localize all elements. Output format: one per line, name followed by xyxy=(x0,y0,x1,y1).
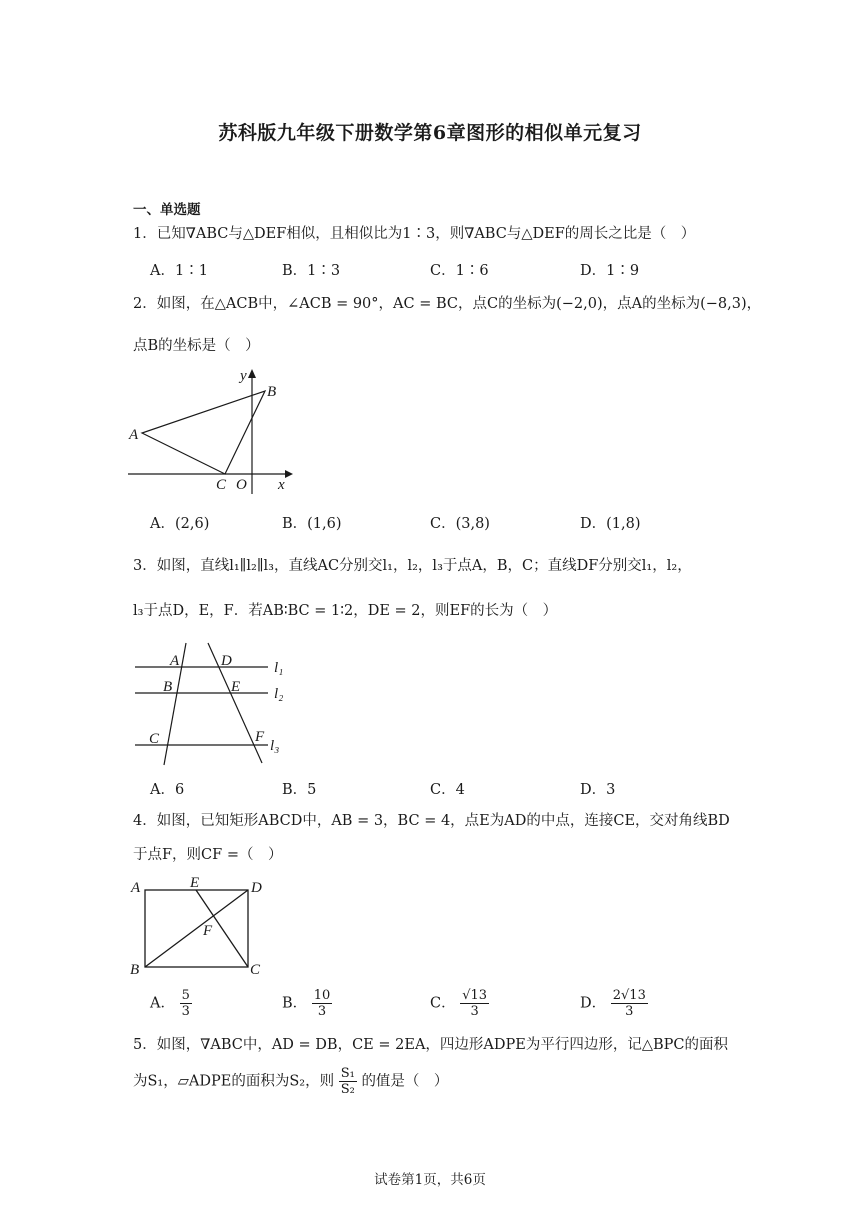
fraction-denominator: S₂ xyxy=(340,1082,355,1097)
label-b: B xyxy=(130,962,140,978)
question-4-line-2: 于点F，则CF =（ ） xyxy=(133,847,283,863)
question-1-text: 1．已知∇ABC与△DEF相似，且相似比为1∶3，则∇ABC与△DEF的周长之比是（ ） xyxy=(133,226,696,242)
label-f: F xyxy=(203,923,213,939)
q3-parallel-lines-figure xyxy=(130,640,290,766)
diagonal-bd xyxy=(145,890,248,967)
fraction-numerator: 5 xyxy=(181,988,190,1003)
label-d: D xyxy=(221,653,232,669)
label-e: E xyxy=(190,875,200,891)
q3-option-c[interactable]: C．4 xyxy=(430,782,465,798)
q4-option-a[interactable] xyxy=(150,988,192,1019)
label-l1: l₁ xyxy=(274,660,284,676)
q3-option-d[interactable]: D．3 xyxy=(580,782,616,798)
label-l3: l₃ xyxy=(270,738,280,754)
label-l2: l₂ xyxy=(274,686,284,702)
q2-option-b[interactable]: B．(1,6) xyxy=(282,516,342,532)
question-2-line-2: 点B的坐标是（ ） xyxy=(133,338,260,354)
label-c: C xyxy=(250,962,261,978)
q4-option-a-fraction xyxy=(180,988,192,1019)
label-b: B xyxy=(267,384,277,400)
q4-option-a-letter: A． xyxy=(150,995,175,1012)
fraction-denominator: 3 xyxy=(470,1004,479,1019)
q4-option-d-letter: D． xyxy=(580,995,607,1012)
fraction-numerator: S₁ xyxy=(340,1066,355,1081)
q3-option-b[interactable]: B．5 xyxy=(282,782,317,798)
q2-option-a[interactable]: A．(2,6) xyxy=(150,516,210,532)
fraction-numerator: 10 xyxy=(313,988,331,1003)
page-footer: 试卷第1页，共6页 xyxy=(374,1172,486,1188)
q4-rectangle-figure xyxy=(128,872,273,980)
question-2-line-1: 2．如图，在△ACB中，∠ACB = 90°，AC = BC，点C的坐标为(−2,0)，点A的坐标为(−8,3)， xyxy=(133,296,762,312)
label-a: A xyxy=(170,653,180,669)
label-e: E xyxy=(231,679,241,695)
triangle-acb xyxy=(142,391,265,474)
q1-option-a[interactable]: A．1∶1 xyxy=(150,263,208,279)
question-3-line-2: l₃于点D，E，F．若AB∶BC = 1∶2，DE = 2，则EF的长为（ ） xyxy=(133,603,558,619)
label-a: A xyxy=(131,880,141,896)
fraction-numerator: 2√13 xyxy=(612,988,646,1003)
question-5-line-1: 5．如图，∇ABC中，AD = DB，CE = 2EA，四边形ADPE为平行四边形，记△BPC的面积 xyxy=(133,1037,729,1053)
page-title: 苏科版九年级下册数学第6章图形的相似单元复习 xyxy=(218,122,642,144)
label-c: C xyxy=(216,477,227,493)
q5-line-2-suffix: 的值是（ ） xyxy=(361,1073,449,1090)
label-y: y xyxy=(240,368,247,384)
q4-option-b[interactable] xyxy=(282,988,332,1019)
label-c: C xyxy=(149,731,160,747)
label-o: O xyxy=(236,477,247,493)
fraction-denominator: 3 xyxy=(317,1004,327,1019)
question-3-line-1: 3．如图，直线l₁∥l₂∥l₃，直线AC分别交l₁，l₂，l₃于点A，B，C；直线DF分别交l₁，l₂， xyxy=(133,558,692,574)
q1-option-c[interactable]: C．1∶6 xyxy=(430,263,489,279)
label-b: B xyxy=(163,679,173,695)
q5-fraction xyxy=(339,1066,357,1097)
q4-option-c-letter: C． xyxy=(430,995,456,1012)
q4-option-d[interactable] xyxy=(580,988,648,1019)
q2-coordinate-figure xyxy=(125,364,300,496)
q4-option-c[interactable] xyxy=(430,988,489,1019)
fraction-denominator: 3 xyxy=(625,1004,634,1019)
label-a: A xyxy=(129,427,139,443)
section-heading: 一、单选题 xyxy=(133,202,201,218)
label-f: F xyxy=(255,729,265,745)
q1-option-b[interactable]: B．1∶3 xyxy=(282,263,341,279)
q4-option-b-letter: B． xyxy=(282,995,308,1012)
y-axis-arrow xyxy=(248,369,256,378)
label-d: D xyxy=(251,880,262,896)
q4-option-b-fraction xyxy=(312,988,333,1019)
x-axis-arrow xyxy=(285,470,293,478)
q2-option-c[interactable]: C．(3,8) xyxy=(430,516,490,532)
q3-option-a[interactable]: A．6 xyxy=(150,782,185,798)
q4-option-c-fraction xyxy=(460,988,489,1019)
q5-line-2-prefix: 为S₁，▱ADPE的面积为S₂，则 xyxy=(133,1073,335,1090)
q4-option-d-fraction xyxy=(611,988,648,1019)
q2-option-d[interactable]: D．(1,8) xyxy=(580,516,641,532)
fraction-numerator: √13 xyxy=(462,988,488,1003)
question-5-line-2 xyxy=(133,1066,448,1097)
label-x: x xyxy=(278,477,285,493)
fraction-denominator: 3 xyxy=(181,1004,190,1019)
q1-option-d[interactable]: D．1∶9 xyxy=(580,263,640,279)
question-4-line-1: 4．如图，已知矩形ABCD中，AB = 3，BC = 4，点E为AD的中点，连接CE，交对角线BD xyxy=(133,813,730,829)
